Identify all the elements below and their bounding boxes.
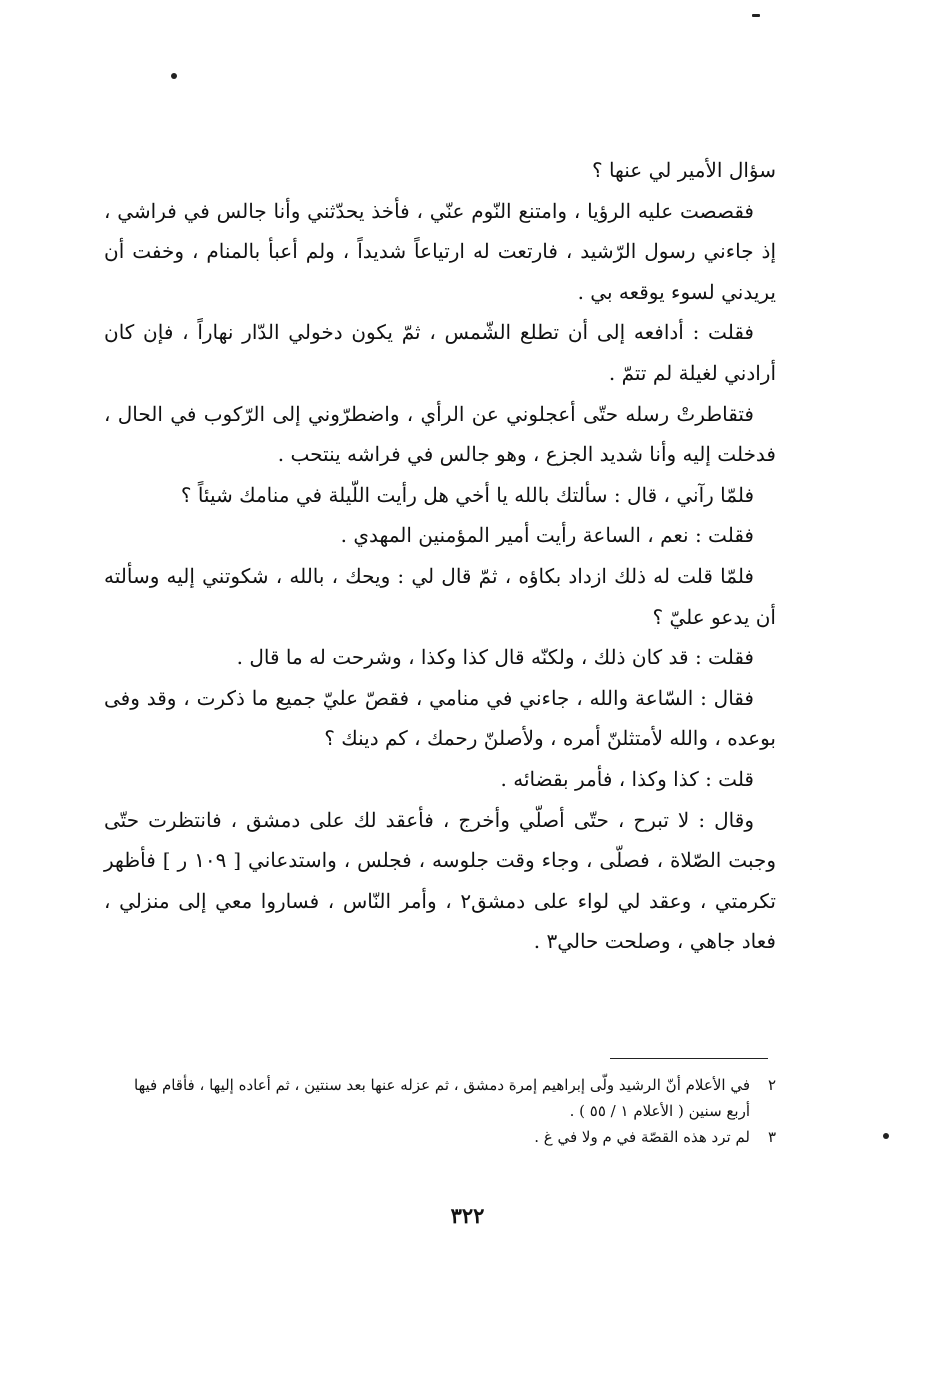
paragraph: فقال : السّاعة والله ، جاءني في منامي ، فقصّ عليّ جميع ما ذكرت ، وقد وفى بوعده ، والله لأمتثلنّ أمره ، ولأصلنّ رحمك ، كم دينك ؟ bbox=[104, 685, 776, 751]
paragraph: فقلت : قد كان ذلك ، ولكنّه قال كذا وكذا ، وشرحت له ما قال . bbox=[236, 645, 754, 670]
paragraph: وقال : لا تبرح ، حتّى أصلّي وأخرج ، فأعقد لك على دمشق ، فانتظرت حتّى وجبت الصّلاة ، فصلّى ، وجاء وقت جلوسه ، فجلس ، واستدعاني [ ١٠٩ ر ] فأظهر تكرمتي ، وعقد لي لواء على دمشق٢ ، وأمر النّاس ، فساروا معي إلى منزلي ، فعاد جاهي ، وصلحت حالي٣ . bbox=[104, 807, 776, 954]
body-text bbox=[104, 150, 776, 962]
paragraph: قلت : كذا وكذا ، فأمر بقضائه . bbox=[500, 766, 754, 791]
footnote-divider bbox=[610, 1058, 768, 1059]
footnote-text: لم ترد هذه القصّة في م ولا في غ . bbox=[534, 1128, 750, 1146]
paragraph: فلمّا رآني ، قال : سألتك بالله يا أخي هل رأيت اللّيلة في منامك شيئاً ؟ bbox=[180, 482, 754, 507]
paragraph: فتقاطرتْ رسله حتّى أعجلوني عن الرأي ، واضطرّوني إلى الرّكوب في الحال ، فدخلت إليه وأنا شديد الجزع ، وهو جالس في فراشه ينتحب . bbox=[104, 401, 776, 467]
paragraph: فلمّا قلت له ذلك ازداد بكاؤه ، ثمّ قال لي : ويحك ، بالله ، شكوتني إليه وسألته أن يدعو عليّ ؟ bbox=[104, 563, 776, 629]
scan-speck bbox=[171, 73, 177, 79]
paragraph: فقلت : أدافعه إلى أن تطلع الشّمس ، ثمّ يكون دخولي الدّار نهاراً ، فإن كان أرادني لغيلة لم تتمّ . bbox=[104, 320, 776, 385]
footnotes bbox=[104, 1072, 776, 1150]
page-number: ٣٢٢ bbox=[450, 1203, 485, 1228]
footnote-continuation: أربع سنين ( الأعلام ١ / ٥٥ ) . bbox=[569, 1102, 750, 1120]
paragraph: فقلت : نعم ، الساعة رأيت أمير المؤمنين المهدي . bbox=[340, 523, 754, 548]
paragraph: سؤال الأمير لي عنها ؟ bbox=[591, 158, 776, 182]
footnote-text: في الأعلام أنّ الرشيد ولّى إبراهيم إمرة دمشق ، ثم عزله عنها بعد سنتين ، ثم أعاده إليها ، فأقام فيها bbox=[134, 1076, 750, 1094]
footnote-number: ٢ bbox=[767, 1076, 776, 1094]
paragraph: فقصصت عليه الرؤيا ، وامتنع النّوم عنّي ، فأخذ يحدّثني وأنا جالس في فراشي ، إذ جاءني رسول الرّشيد ، فارتعت له ارتياعاً شديداً ، ولم أعبأ بالمنام ، وخفت أن يريدني لسوء يوقعه بي . bbox=[104, 198, 776, 304]
footnote bbox=[104, 1124, 776, 1150]
footnote bbox=[104, 1072, 776, 1098]
scan-speck bbox=[752, 14, 760, 17]
footnote-number: ٣ bbox=[767, 1128, 776, 1146]
scan-speck bbox=[883, 1133, 889, 1139]
